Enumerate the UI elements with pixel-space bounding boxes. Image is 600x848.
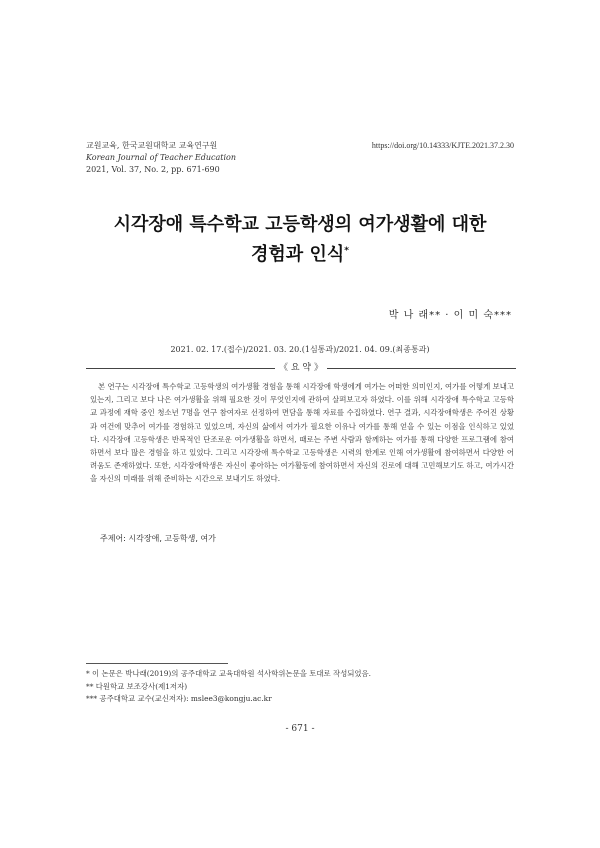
footnote-2: ** 다원학교 보조강사(제1저자) (86, 681, 188, 691)
summary-label: 《 요 약 》 (275, 362, 327, 374)
summary-heading (86, 362, 516, 374)
footnotes (86, 668, 371, 706)
journal-info (86, 140, 236, 176)
abstract-text: 본 연구는 시각장애 특수학교 고등학생의 여가생활 경험을 통해 시각장애 학생에게 여가는 어떠한 의미인지, 여가를 어떻게 보내고 있는지, 그리고 보다 나은 여가생활을 위해 필요한 것이 무엇인지에 관하여 살펴보고자 하였다. 이를 위해 시각장애 특수학교 고등학교 과정에 재학 중인 청소년 7명을 연구 참여자로 선정하여 면담을 통해 자료를 수집하였다. 연구 결과, 시각장애학생은 주어진 상황과 여건에 맞추어 여가를 경험하고 있었으며, 자신의 삶에서 여가가 필요한 이유나 여가를 통해 얻을 수 있는 이점을 인식하고 있었다. 시각장애 고등학생은 반복적인 단조로운 여가생활을 하면서, 때로는 주변 사람과 함께하는 여가를 통해 다양한 프로그램에 참여하면서 보다 많은 경험을 하고 있었다. 그리고 시각장애 특수학교 고등학생은 시력의 한계로 인해 여가생활에 참여하면서 다양한 어려움도 존재하였다. 또한, 시각장애학생은 자신이 좋아하는 여가활동에 참여하면서 자신의 진로에 대해 고민해보기도 하고, 여가시간을 자신의 미래를 위해 준비하는 시간으로 보내기도 하였다. (90, 382, 514, 484)
footnote-1: * 이 논문은 박나래(2019)의 공주대학교 교육대학원 석사학위논문을 토대로 작성되었음. (86, 669, 372, 678)
title-line-2 (0, 240, 600, 270)
title-footnote-mark: * (344, 246, 349, 256)
publisher: 교원교육, 한국교원대학교 교육연구원 (86, 141, 218, 150)
paper-title (0, 210, 600, 270)
volume-info: 2021, Vol. 37, No. 2, pp. 671-690 (86, 165, 220, 174)
journal-english-name: Korean Journal of Teacher Education (86, 153, 237, 162)
doi-link[interactable]: https://doi.org/10.14333/KJTE.2021.37.2.30 (371, 141, 514, 150)
keywords: 주제어: 시각장애, 고등학생, 여가 (100, 534, 216, 543)
title-line-2-text: 경험과 인식 (251, 244, 345, 265)
footnote-divider (86, 663, 228, 664)
footnote-3: *** 공주대학교 교수(교신저자): mslee3@kongju.ac.kr (86, 694, 272, 703)
title-line-1: 시각장애 특수학교 고등학생의 여가생활에 대한 (113, 214, 487, 235)
submission-dates: 2021. 02. 17.(접수)/2021. 03. 20.(1심통과)/2021. 04. 09.(최종통과) (170, 345, 430, 354)
authors: 박 나 래** · 이 미 숙*** (388, 310, 512, 321)
page-number: - 671 - (285, 724, 315, 734)
